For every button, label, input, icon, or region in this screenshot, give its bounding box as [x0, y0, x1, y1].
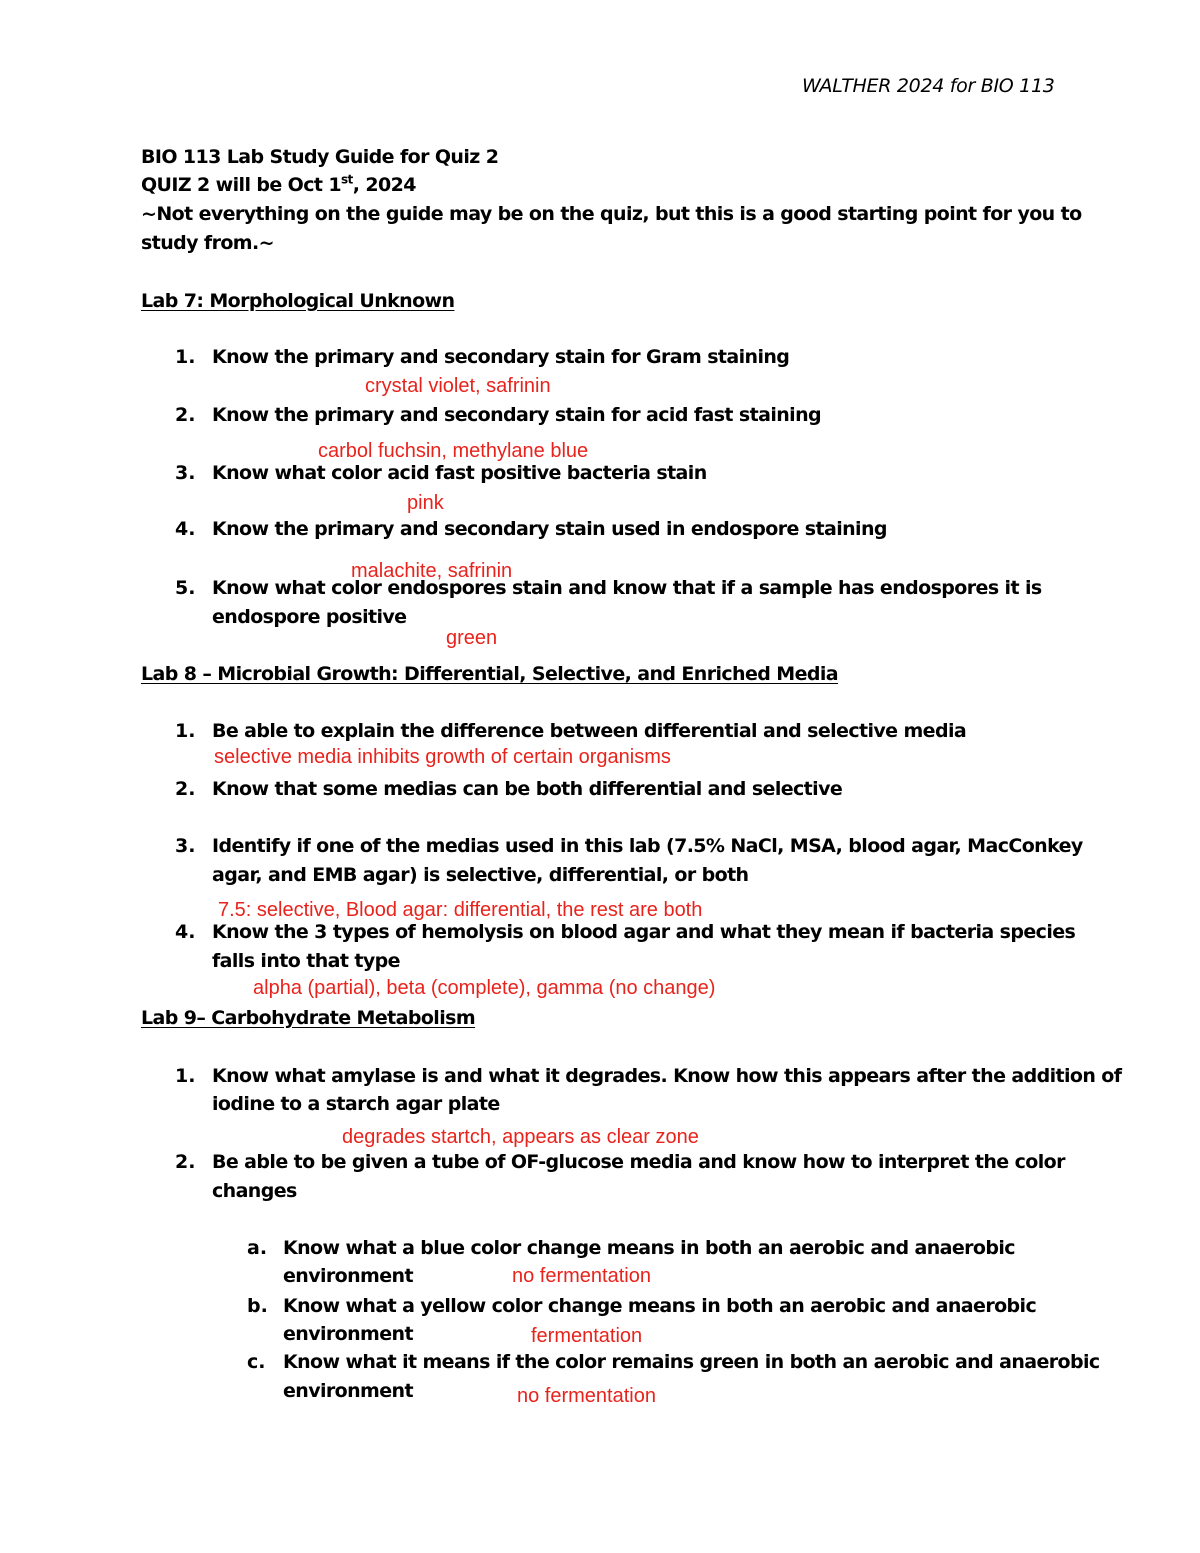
- lab8-item-4-answer: alpha (partial), beta (complete), gamma (no change): [253, 977, 716, 999]
- lab7-item-4-number: 4.: [175, 518, 196, 540]
- lab7-item-5-answer: green: [446, 627, 498, 649]
- lab7-item-1-answer: crystal violet, safrinin: [365, 375, 551, 397]
- lab9-subitem-a-text-line-1: Know what a blue color change means in both an aerobic and anaerobic: [283, 1237, 1015, 1259]
- lab7-heading: Lab 7: Morphological Unknown: [141, 290, 455, 312]
- document-title: BIO 113 Lab Study Guide for Quiz 2: [141, 146, 499, 168]
- lab7-item-4-text: Know the primary and secondary stain used in endospore staining: [212, 518, 887, 540]
- lab8-item-1-answer: selective media inhibits growth of certain organisms: [214, 746, 671, 768]
- running-header: WALTHER 2024 for BIO 113: [802, 75, 1055, 97]
- lab7-item-4-answer: malachite, safrinin: [351, 560, 513, 582]
- quiz-date-suffix: , 2024: [352, 174, 416, 196]
- lab8-item-1-text: Be able to explain the difference between differential and selective media: [212, 720, 967, 742]
- quiz-date-sup: st: [341, 172, 353, 187]
- lab9-subitem-a-answer: no fermentation: [512, 1265, 651, 1287]
- lab9-item-1-text-line-1: Know what amylase is and what it degrades. Know how this appears after the addition of: [212, 1065, 1122, 1087]
- lab9-item-1-number: 1.: [175, 1065, 196, 1087]
- lab9-subitem-b-answer: fermentation: [531, 1325, 643, 1347]
- lab7-item-1-number: 1.: [175, 346, 196, 368]
- lab9-item-2-text-line-1: Be able to be given a tube of OF-glucose media and know how to interpret the color: [212, 1151, 1065, 1173]
- lab8-item-4-number: 4.: [175, 921, 196, 943]
- lab9-subitem-b-text-line-1: Know what a yellow color change means in both an aerobic and anaerobic: [283, 1295, 1037, 1317]
- lab7-item-3-answer: pink: [407, 492, 444, 514]
- lab8-item-4-text-line-1: Know the 3 types of hemolysis on blood agar and what they mean if bacteria species: [212, 921, 1076, 943]
- lab8-item-2-text: Know that some medias can be both differential and selective: [212, 778, 843, 800]
- lab9-subitem-c-answer: no fermentation: [517, 1385, 656, 1407]
- lab8-item-2-number: 2.: [175, 778, 196, 800]
- lab9-item-2-number: 2.: [175, 1151, 196, 1173]
- lab9-subitem-b-letter: b.: [247, 1295, 268, 1317]
- intro-note-line-1: ~Not everything on the guide may be on the quiz, but this is a good starting point for you to: [141, 203, 1082, 225]
- lab9-subitem-c-letter: c.: [247, 1351, 266, 1373]
- lab9-subitem-a-text-line-2: environment: [283, 1265, 413, 1287]
- lab7-item-2-number: 2.: [175, 404, 196, 426]
- lab9-item-1-text-line-2: iodine to a starch agar plate: [212, 1093, 500, 1115]
- lab9-item-1-answer: degrades startch, appears as clear zone: [342, 1126, 699, 1148]
- lab7-item-2-answer: carbol fuchsin, methylane blue: [318, 440, 589, 462]
- lab7-item-1-text: Know the primary and secondary stain for Gram staining: [212, 346, 790, 368]
- lab7-item-3-text: Know what color acid fast positive bacteria stain: [212, 462, 707, 484]
- lab9-heading: Lab 9– Carbohydrate Metabolism: [141, 1007, 476, 1029]
- lab8-item-3-number: 3.: [175, 835, 196, 857]
- lab7-item-5-text-line-1: Know what color endospores stain and know that if a sample has endospores it is: [212, 577, 1042, 599]
- lab8-heading: Lab 8 – Microbial Growth: Differential, Selective, and Enriched Media: [141, 663, 839, 685]
- lab8-item-4-text-line-2: falls into that type: [212, 950, 400, 972]
- lab9-subitem-b-text-line-2: environment: [283, 1323, 413, 1345]
- quiz-date: [141, 171, 416, 199]
- lab7-item-2-text: Know the primary and secondary stain for acid fast staining: [212, 404, 822, 426]
- lab9-item-2-text-line-2: changes: [212, 1180, 297, 1202]
- lab8-item-1-number: 1.: [175, 720, 196, 742]
- lab7-item-3-number: 3.: [175, 462, 196, 484]
- lab8-item-3-text-line-1: Identify if one of the medias used in this lab (7.5% NaCl, MSA, blood agar, MacConkey: [212, 835, 1083, 857]
- quiz-date-prefix: QUIZ 2 will be Oct 1: [141, 174, 342, 196]
- lab7-item-5-number: 5.: [175, 577, 196, 599]
- lab8-item-3-text-line-2: agar, and EMB agar) is selective, differential, or both: [212, 864, 749, 886]
- lab9-subitem-a-letter: a.: [247, 1237, 268, 1259]
- intro-note-line-2: study from.~: [141, 232, 274, 254]
- lab7-item-5-text-line-2: endospore positive: [212, 606, 407, 628]
- lab8-item-3-answer: 7.5: selective, Blood agar: differential, the rest are both: [218, 899, 703, 921]
- lab9-subitem-c-text-line-2: environment: [283, 1380, 413, 1402]
- lab9-subitem-c-text-line-1: Know what it means if the color remains green in both an aerobic and anaerobic: [283, 1351, 1100, 1373]
